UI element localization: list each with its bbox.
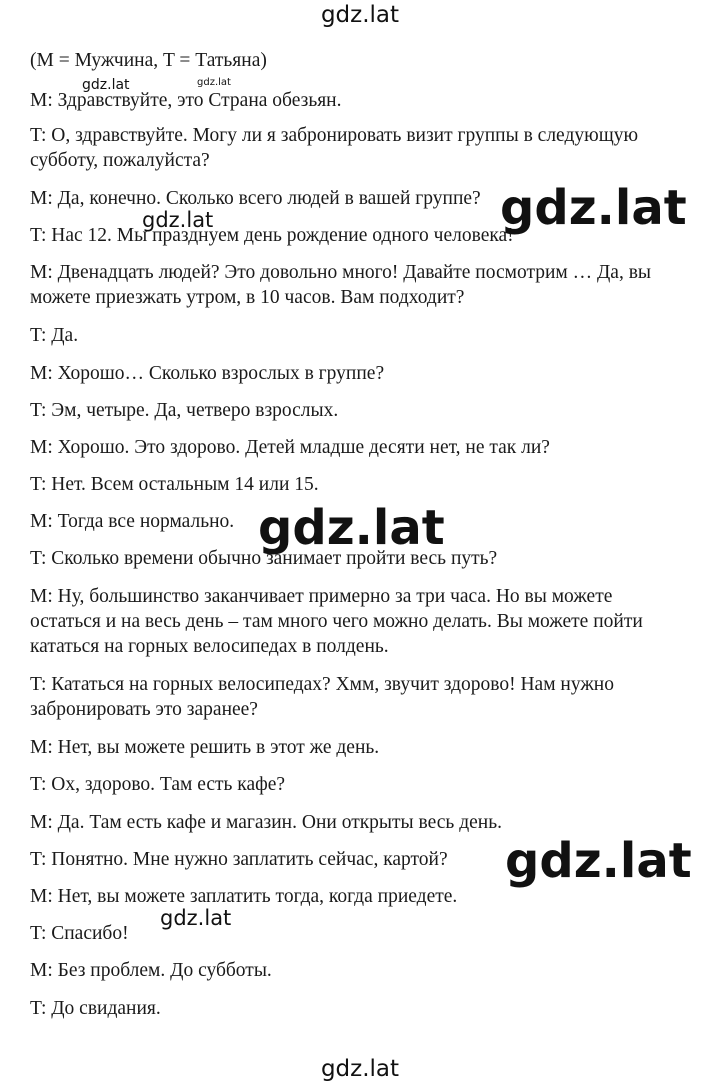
dialogue-line: M: Нет, вы можете решить в этот же день. <box>30 737 380 758</box>
dialogue-line: T: Понятно. Мне нужно заплатить сейчас, картой? <box>30 849 448 870</box>
dialogue-line: кататься на горных велосипедах в полдень. <box>30 636 389 657</box>
watermark-medium: gdz.lat <box>160 906 232 930</box>
dialogue-line: T: Нас 12. Мы празднуем день рождение одного человека! <box>30 225 514 246</box>
dialogue-line: M: Нет, вы можете заплатить тогда, когда приедете. <box>30 886 458 907</box>
dialogue-line: T: О, здравствуйте. Могу ли я забронировать визит группы в следующую <box>30 125 639 146</box>
dialogue-line: M: Без проблем. До субботы. <box>30 960 272 981</box>
dialogue-line: T: Эм, четыре. Да, четверо взрослых. <box>30 400 339 421</box>
dialogue-line: M: Двенадцать людей? Это довольно много! Давайте посмотрим … Да, вы <box>30 262 652 283</box>
watermark-top: gdz.lat <box>320 2 400 28</box>
dialogue-line: M: Тогда все нормально. <box>30 511 235 532</box>
dialogue-line: субботу, пожалуйста? <box>30 150 210 171</box>
dialogue-line: T: Спасибо! <box>30 923 129 944</box>
watermark-large: gdz.lat <box>505 833 692 889</box>
dialogue-line: забронировать это заранее? <box>30 699 258 720</box>
dialogue-line: M: Хорошо. Это здорово. Детей младше десяти нет, не так ли? <box>30 437 550 458</box>
watermark-large: gdz.lat <box>258 500 445 556</box>
dialogue-line: T: Ох, здорово. Там есть кафе? <box>30 774 286 795</box>
dialogue-line: T: Кататься на горных велосипедах? Хмм, звучит здорово! Нам нужно <box>30 674 614 695</box>
watermark-large: gdz.lat <box>500 180 687 236</box>
dialogue-line: T: Да. <box>30 325 79 346</box>
dialogue-line: T: Нет. Всем остальным 14 или 15. <box>30 474 319 495</box>
dialogue-line: T: Сколько времени обычно занимает пройти весь путь? <box>30 548 498 569</box>
dialogue-line: M: Да, конечно. Сколько всего людей в вашей группе? <box>30 188 481 209</box>
dialogue-line: T: До свидания. <box>30 998 161 1019</box>
watermark-small: gdz.lat <box>82 77 130 93</box>
dialogue-line: M: Ну, большинство заканчивает примерно за три часа. Но вы можете <box>30 586 613 607</box>
watermark-bottom: gdz.lat <box>320 1056 400 1082</box>
dialogue-line: можете приезжать утром, в 10 часов. Вам подходит? <box>30 287 465 308</box>
dialogue-line: M: Хорошо… Сколько взрослых в группе? <box>30 363 385 384</box>
dialogue-line: M: Да. Там есть кафе и магазин. Они открыты весь день. <box>30 812 502 833</box>
watermark-medium: gdz.lat <box>142 208 214 232</box>
dialogue-line: M: Здравствуйте, это Страна обезьян. <box>30 90 342 111</box>
dialogue-line: остаться и на весь день – там много чего можно делать. Вы можете пойти <box>30 611 643 632</box>
watermark-small: gdz.lat <box>197 77 231 88</box>
speaker-legend: (M = Мужчина, T = Татьяна) <box>30 50 267 71</box>
